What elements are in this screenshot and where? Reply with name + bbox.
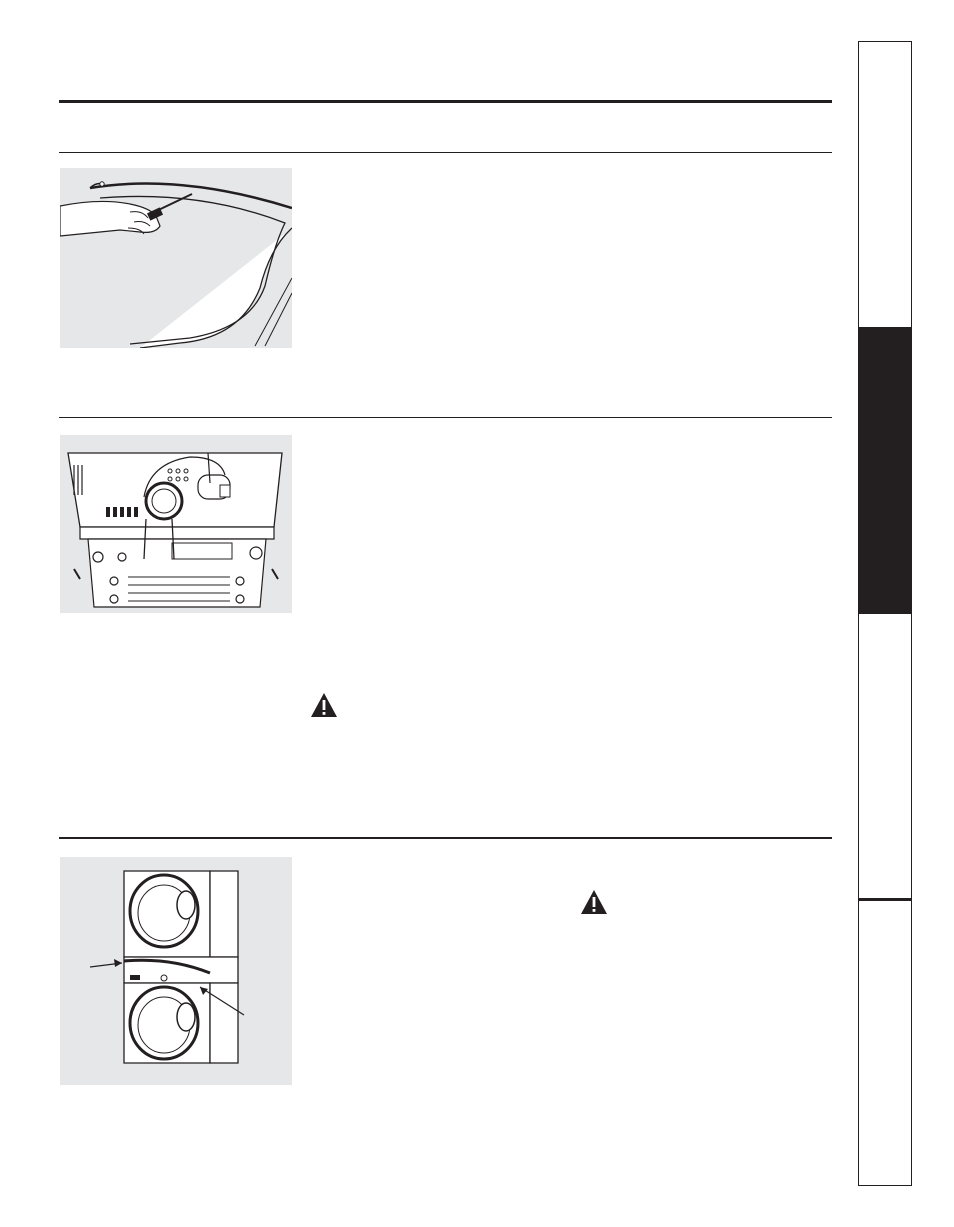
screwdriver-hand-drawing (60, 168, 292, 348)
stacked-units-drawing (60, 857, 292, 1085)
rear-panel-drawing (60, 435, 292, 613)
section-tab-strip (858, 41, 912, 1186)
section-divider-2 (59, 417, 832, 418)
section-divider-1 (59, 152, 832, 153)
section-tab-2-active[interactable] (859, 327, 911, 614)
washer-top-cover-illustration (60, 168, 292, 348)
warning-triangle-icon (310, 692, 338, 718)
washer-rear-panel-illustration (60, 435, 292, 613)
warning-triangle-icon (580, 889, 608, 915)
section-tab-1[interactable] (859, 42, 911, 327)
section-divider-3 (59, 837, 832, 839)
header-rule (59, 100, 832, 103)
stacked-washer-dryer-illustration (60, 857, 292, 1085)
section-tab-3[interactable] (859, 614, 911, 899)
section-tab-4[interactable] (859, 901, 911, 1185)
